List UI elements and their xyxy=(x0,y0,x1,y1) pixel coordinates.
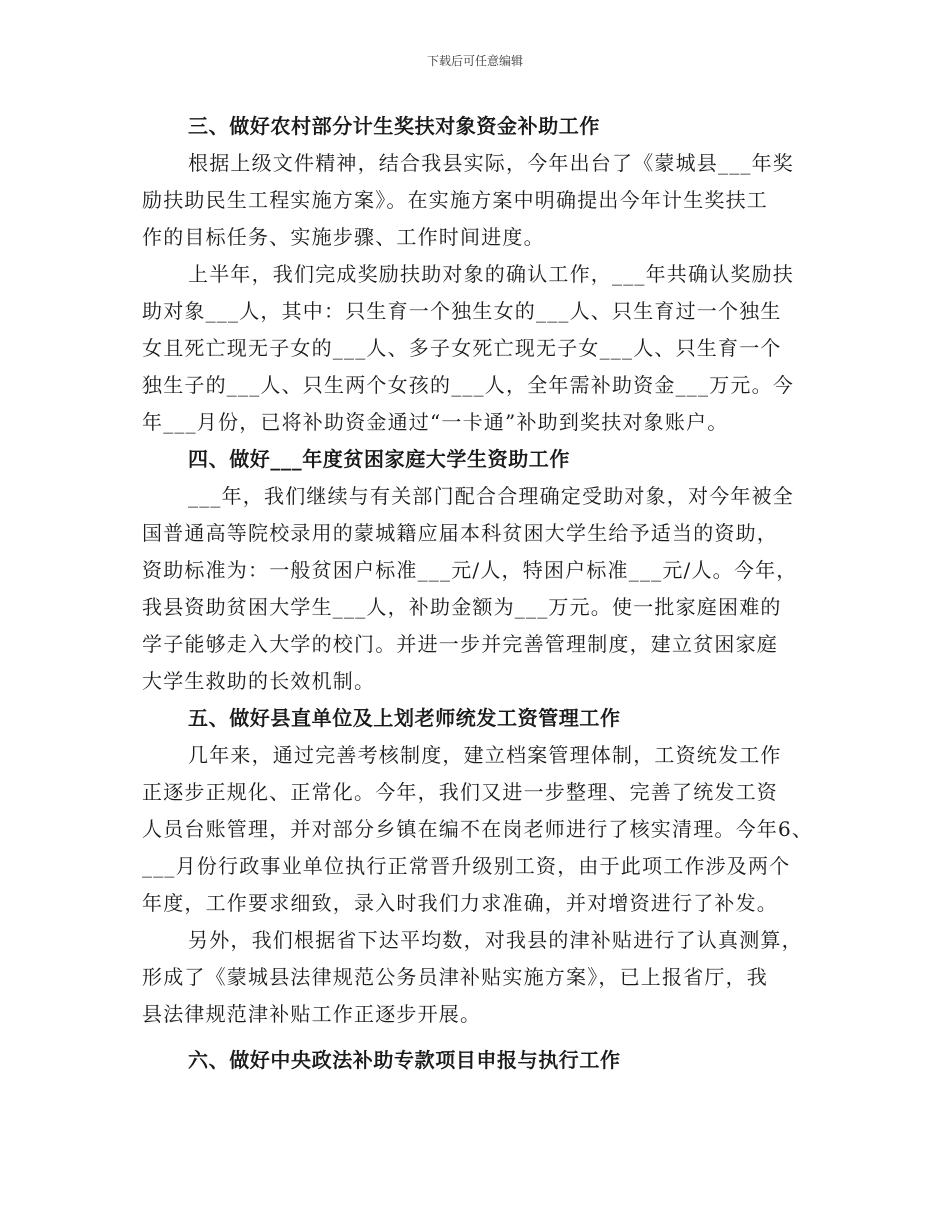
text-line: 女且死亡现无子女的___人、多子女死亡现无子女___人、只生育一个 xyxy=(142,336,782,360)
text-line: 正逐步正规化、正常化。今年，我们又进一步整理、完善了统发工资 xyxy=(142,780,778,804)
text-line: 励扶助民生工程实施方案》。在实施方案中明确提出今年计生奖扶工 xyxy=(142,188,768,212)
paragraph xyxy=(142,737,814,922)
text-line: 县法律规范津补贴工作正逐步开展。 xyxy=(142,1002,482,1026)
text-line: 独生子的___人、只生两个女孩的___人，全年需补助资金___万元。今 xyxy=(142,373,794,397)
section-heading-3: 三、做好农村部分计生奖扶对象资金补助工作 xyxy=(188,114,600,138)
text-line: 另外，我们根据省下达平均数，对我县的津补贴进行了认真测算， xyxy=(188,928,803,952)
text-line: ___年，我们继续与有关部门配合合理确定受助对象，对今年被全 xyxy=(188,484,794,508)
text-line: 学子能够走入大学的校门。并进一步并完善管理制度，建立贫困家庭 xyxy=(142,632,778,656)
text-line: 大学生救助的长效机制。 xyxy=(142,669,376,693)
text-line: 根据上级文件精神，结合我县实际，今年出台了《蒙城县___年奖 xyxy=(188,151,794,175)
text-line: 助对象___人，其中：只生育一个独生女的___人、只生育过一个独生 xyxy=(142,299,782,323)
text-line: 上半年，我们完成奖励扶助对象的确认工作，___年共确认奖励扶 xyxy=(188,262,794,286)
document-body xyxy=(142,108,814,1079)
text-line: 形成了《蒙城县法律规范公务员津补贴实施方案》，已上报省厅，我 xyxy=(142,965,768,989)
text-line: 几年来，通过完善考核制度，建立档案管理体制，工资统发工作 xyxy=(188,743,782,767)
text-line: 我县资助贫困大学生___人，补助金额为___万元。使一批家庭困难的 xyxy=(142,595,782,619)
text-line: 国普通高等院校录用的蒙城籍应届本科贫困大学生给予适当的资助， xyxy=(142,521,778,545)
paragraph xyxy=(142,145,810,256)
text-line: 年度，工作要求细致，录入时我们力求准确，并对增资进行了补发。 xyxy=(142,891,778,915)
text-line: 年___月份，已将补助资金通过“一卡通”补助到奖扶对象账户。 xyxy=(142,410,729,434)
text-line: ___月份行政事业单位执行正常晋升级别工资，由于此项工作涉及两个 xyxy=(142,854,791,878)
text-line: 作的目标任务、实施步骤、工作时间进度。 xyxy=(142,225,545,249)
page-header-note: 下载后可任意编辑 xyxy=(426,54,523,68)
paragraph xyxy=(142,922,810,1033)
text-line: 资助标准为：一般贫困户标准___元/人，特困户标准___元/人。今年， xyxy=(142,558,798,582)
section-heading-5: 五、做好县直单位及上划老师统发工资管理工作 xyxy=(188,706,621,730)
text-line: 人员台账管理，并对部分乡镇在编不在岗老师进行了核实清理。今年6、 xyxy=(142,817,814,841)
section-heading-6: 六、做好中央政法补助专款项目申报与执行工作 xyxy=(188,1048,621,1072)
paragraph xyxy=(142,478,810,700)
paragraph xyxy=(142,256,810,441)
section-heading-4: 四、做好___年度贫困家庭大学生资助工作 xyxy=(188,447,570,471)
